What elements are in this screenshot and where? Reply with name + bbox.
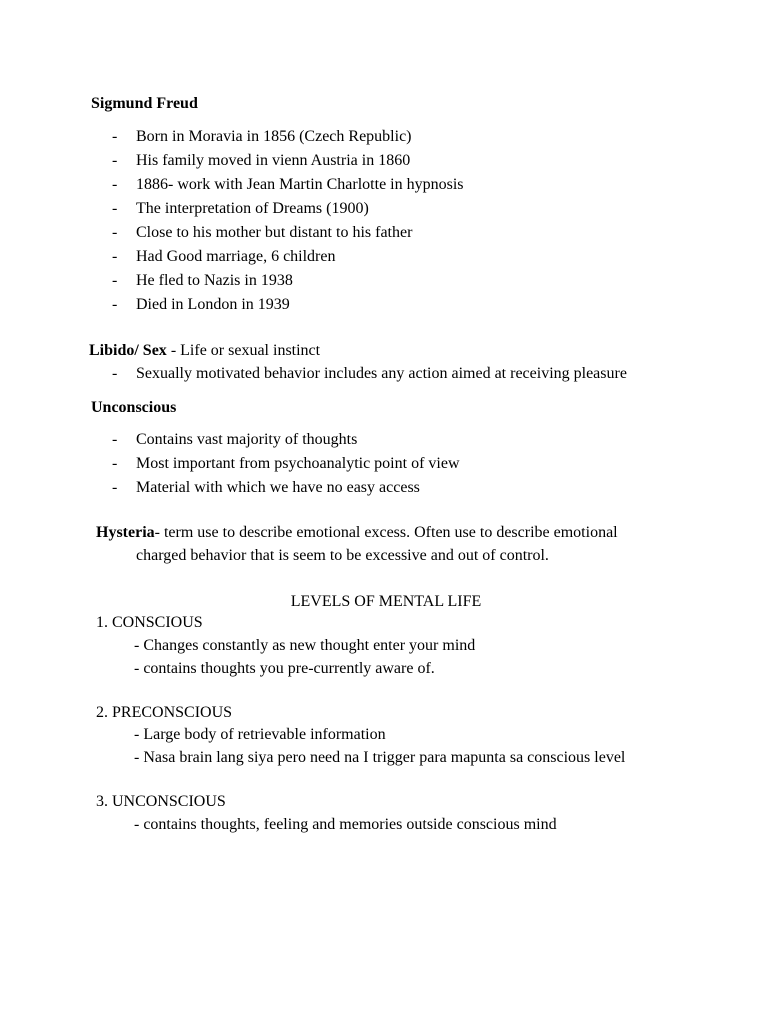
- list-item-text: Close to his mother but distant to his father: [136, 224, 413, 241]
- bullet-dash: -: [112, 431, 118, 448]
- libido-definition: - Life or sexual instinct: [166, 342, 321, 359]
- list-item-text: His family moved in vienn Austria in 1860: [136, 152, 411, 169]
- hysteria-definition-line-2: charged behavior that is seem to be excessive and out of control.: [136, 547, 549, 564]
- level-heading-preconscious: 2. PRECONSCIOUS: [96, 704, 233, 721]
- bullet-dash: -: [112, 248, 118, 265]
- bullet-dash: -: [112, 176, 118, 193]
- level-line: - Nasa brain lang siya pero need na I trigger para mapunta sa conscious level: [134, 749, 626, 766]
- level-line: - contains thoughts, feeling and memories outside conscious mind: [134, 816, 557, 833]
- bullet-dash: -: [112, 200, 118, 217]
- section-title-sigmund-freud: Sigmund Freud: [91, 95, 198, 112]
- libido-definition-line: [89, 339, 320, 363]
- hysteria-definition-line-1: [96, 521, 618, 545]
- list-item-text: Contains vast majority of thoughts: [136, 431, 358, 448]
- term-libido-sex: Libido/ Sex: [89, 342, 167, 359]
- level-line: - Large body of retrievable information: [134, 726, 386, 743]
- level-line: - contains thoughts you pre-currently aware of.: [134, 660, 435, 677]
- list-item-text: Material with which we have no easy access: [136, 479, 420, 496]
- bullet-dash: -: [112, 296, 118, 313]
- list-item-text: Died in London in 1939: [136, 296, 290, 313]
- level-heading-unconscious: 3. UNCONSCIOUS: [96, 793, 226, 810]
- bullet-dash: -: [112, 224, 118, 241]
- list-item-text: Most important from psychoanalytic point of view: [136, 455, 460, 472]
- list-item-text: He fled to Nazis in 1938: [136, 272, 293, 289]
- list-item-text: 1886- work with Jean Martin Charlotte in hypnosis: [136, 176, 464, 193]
- level-heading-conscious: 1. CONSCIOUS: [96, 614, 203, 631]
- hysteria-definition-1: - term use to describe emotional excess. Often use to describe emotional: [154, 524, 618, 541]
- term-hysteria: Hysteria: [96, 524, 155, 541]
- level-line: - Changes constantly as new thought enter your mind: [134, 637, 476, 654]
- list-item-text: Sexually motivated behavior includes any action aimed at receiving pleasure: [136, 365, 627, 382]
- bullet-dash: -: [112, 272, 118, 289]
- bullet-dash: -: [112, 455, 118, 472]
- list-item-text: Had Good marriage, 6 children: [136, 248, 336, 265]
- levels-title: LEVELS OF MENTAL LIFE: [290, 593, 482, 610]
- bullet-dash: -: [112, 128, 118, 145]
- bullet-dash: -: [112, 479, 118, 496]
- bullet-dash: -: [112, 365, 118, 382]
- section-title-unconscious: Unconscious: [91, 399, 177, 416]
- list-item-text: Born in Moravia in 1856 (Czech Republic): [136, 128, 412, 145]
- list-item-text: The interpretation of Dreams (1900): [136, 200, 369, 217]
- bullet-dash: -: [112, 152, 118, 169]
